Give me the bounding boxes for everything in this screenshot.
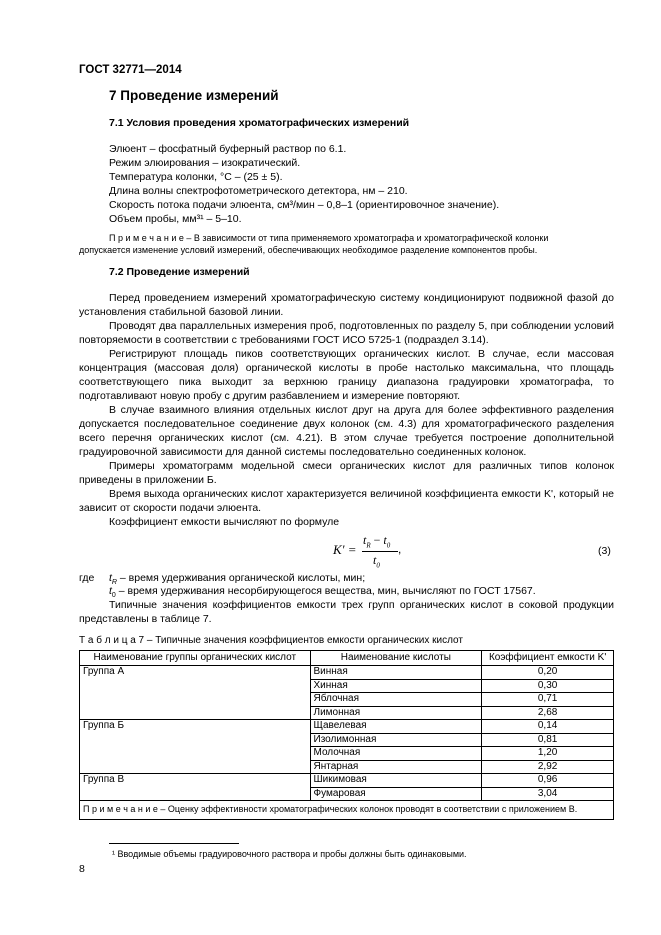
table-note-row [80, 801, 614, 820]
condition-line: Длина волны спектрофотометрического детектора, нм – 210. [109, 185, 408, 197]
note-1 [109, 232, 548, 245]
capacity-value: 3,04 [482, 787, 614, 801]
condition-line: Элюент – фосфатный буферный раствор по 6.1. [109, 143, 347, 155]
condition-line: Объем пробы, мм³¹ – 5–10. [109, 213, 242, 225]
paragraph: Время выхода органических кислот характеризуется величиной коэффициента емкости K', который не зависит от скорости подачи элюента. [79, 488, 614, 514]
acid-name: Молочная [310, 747, 482, 761]
capacity-value: 0,71 [482, 693, 614, 707]
where-label: где [79, 572, 95, 584]
footnote: ¹ Вводимые объемы градуировочного раствора и пробы должны быть одинаковыми. [112, 849, 467, 859]
group-cell: Группа В [80, 774, 311, 801]
acid-name: Фумаровая [310, 787, 482, 801]
page-number: 8 [79, 863, 85, 875]
capacity-value: 0,14 [482, 720, 614, 734]
paragraph: Примеры хроматограмм модельной смеси органических кислот для различных типов колонок приведены в приложении Б. [79, 460, 614, 486]
note-1-continued: допускается изменение условий измерений, обеспечивающих необходимое разделение компонентов пробы. [79, 245, 538, 255]
table-row [80, 720, 614, 734]
capacity-value: 1,20 [482, 747, 614, 761]
capacity-value: 2,92 [482, 760, 614, 774]
condition-line: Температура колонки, °С – (25 ± 5). [109, 171, 283, 183]
table-header: Коэффициент емкости K' [482, 651, 614, 666]
fraction-bar [362, 551, 398, 552]
paragraph: Типичные значения коэффициентов емкости трех групп органических кислот в соковой продукции представлены в таблице 7. [79, 599, 614, 625]
acid-name: Изолимонная [310, 733, 482, 747]
subsection-7-2-title: 7.2 Проведение измерений [109, 266, 250, 278]
table-caption: Т а б л и ц а 7 – Типичные значения коэффициентов емкости органических кислот [79, 635, 463, 646]
where-item: $t_R$ – время удерживания органической кислоты, мин; [109, 572, 366, 587]
formula-denominator: $t_0$ [373, 553, 380, 570]
capacity-table [79, 650, 614, 820]
formula-numerator: $t_R - t_0$ [363, 533, 391, 550]
paragraph: Проводят два параллельных измерения проб, подготовленных по разделу 5, при соблюдении условий повторяемости в соответствии с требованиями ГОСТ ИСО 5725-1 (подраздел 3.14). [79, 320, 614, 346]
table-header-row [80, 651, 614, 666]
acid-name: Яблочная [310, 693, 482, 707]
acid-name: Щавелевая [310, 720, 482, 734]
note-label: П р и м е ч а н и е [109, 233, 184, 243]
body-text [79, 291, 614, 529]
formula-comma: , [398, 542, 402, 556]
paragraph: Перед проведением измерений хроматографическую систему кондиционируют подвижной фазой до установления стабильной базовой линии. [79, 292, 614, 318]
where-item: $t_0$ – время удерживания несорбирующегося вещества, мин, вычисляют по ГОСТ 17567. [109, 585, 536, 600]
paragraph: Регистрируют площадь пиков соответствующих органических кислот. В случае, если массовая концентрация (массовая доля) органической кислоты в пробе настолько максимальна, что площадь соответствующего пика выходит за верхнюю границу диапазона градуировки хроматографа, то подготавливают новую пробу с другим разбавлением и измерение повторяют. [79, 348, 614, 402]
capacity-value: 0,30 [482, 679, 614, 693]
group-cell: Группа А [80, 666, 311, 720]
footnote-separator [109, 843, 239, 844]
capacity-value: 2,68 [482, 706, 614, 720]
acid-name: Винная [310, 666, 482, 680]
paragraph: В случае взаимного влияния отдельных кислот друг на друга для более эффективного разделения допускается последовательное соединение двух колонок (см. 4.3) для хроматографического разделения всего перечня органических кислот (см. 4.21). В этом случае требуется построение дополнительной градуировочной зависимости для данной системы последовательно соединенных колонок. [79, 404, 614, 458]
section-title: 7 Проведение измерений [109, 88, 279, 103]
group-cell: Группа Б [80, 720, 311, 774]
capacity-value: 0,81 [482, 733, 614, 747]
table-note: П р и м е ч а н и е – Оценку эффективности хроматографических колонок проводят в соответствии с приложением В. [80, 801, 614, 820]
acid-name: Хинная [310, 679, 482, 693]
after-formula-text [79, 598, 614, 626]
acid-name: Шикимовая [310, 774, 482, 788]
table-header: Наименование группы органических кислот [80, 651, 311, 666]
table-header: Наименование кислоты [310, 651, 482, 666]
acid-name: Лимонная [310, 706, 482, 720]
capacity-value: 0,20 [482, 666, 614, 680]
note-text: – В зависимости от типа применяемого хроматографа и хроматографической колонки [183, 233, 549, 243]
acid-name: Янтарная [310, 760, 482, 774]
formula-number: (3) [598, 545, 611, 557]
table-row [80, 666, 614, 680]
paragraph: Коэффициент емкости вычисляют по формуле [109, 516, 340, 528]
formula-lhs: K' = [333, 542, 357, 557]
condition-line: Режим элюирования – изократический. [109, 157, 301, 169]
condition-line: Скорость потока подачи элюента, см³/мин – 0,8–1 (ориентировочное значение). [109, 199, 500, 211]
capacity-value: 0,96 [482, 774, 614, 788]
document-header: ГОСТ 32771—2014 [79, 64, 182, 76]
subsection-7-1-title: 7.1 Условия проведения хроматографических измерений [109, 117, 410, 129]
table-row [80, 774, 614, 788]
